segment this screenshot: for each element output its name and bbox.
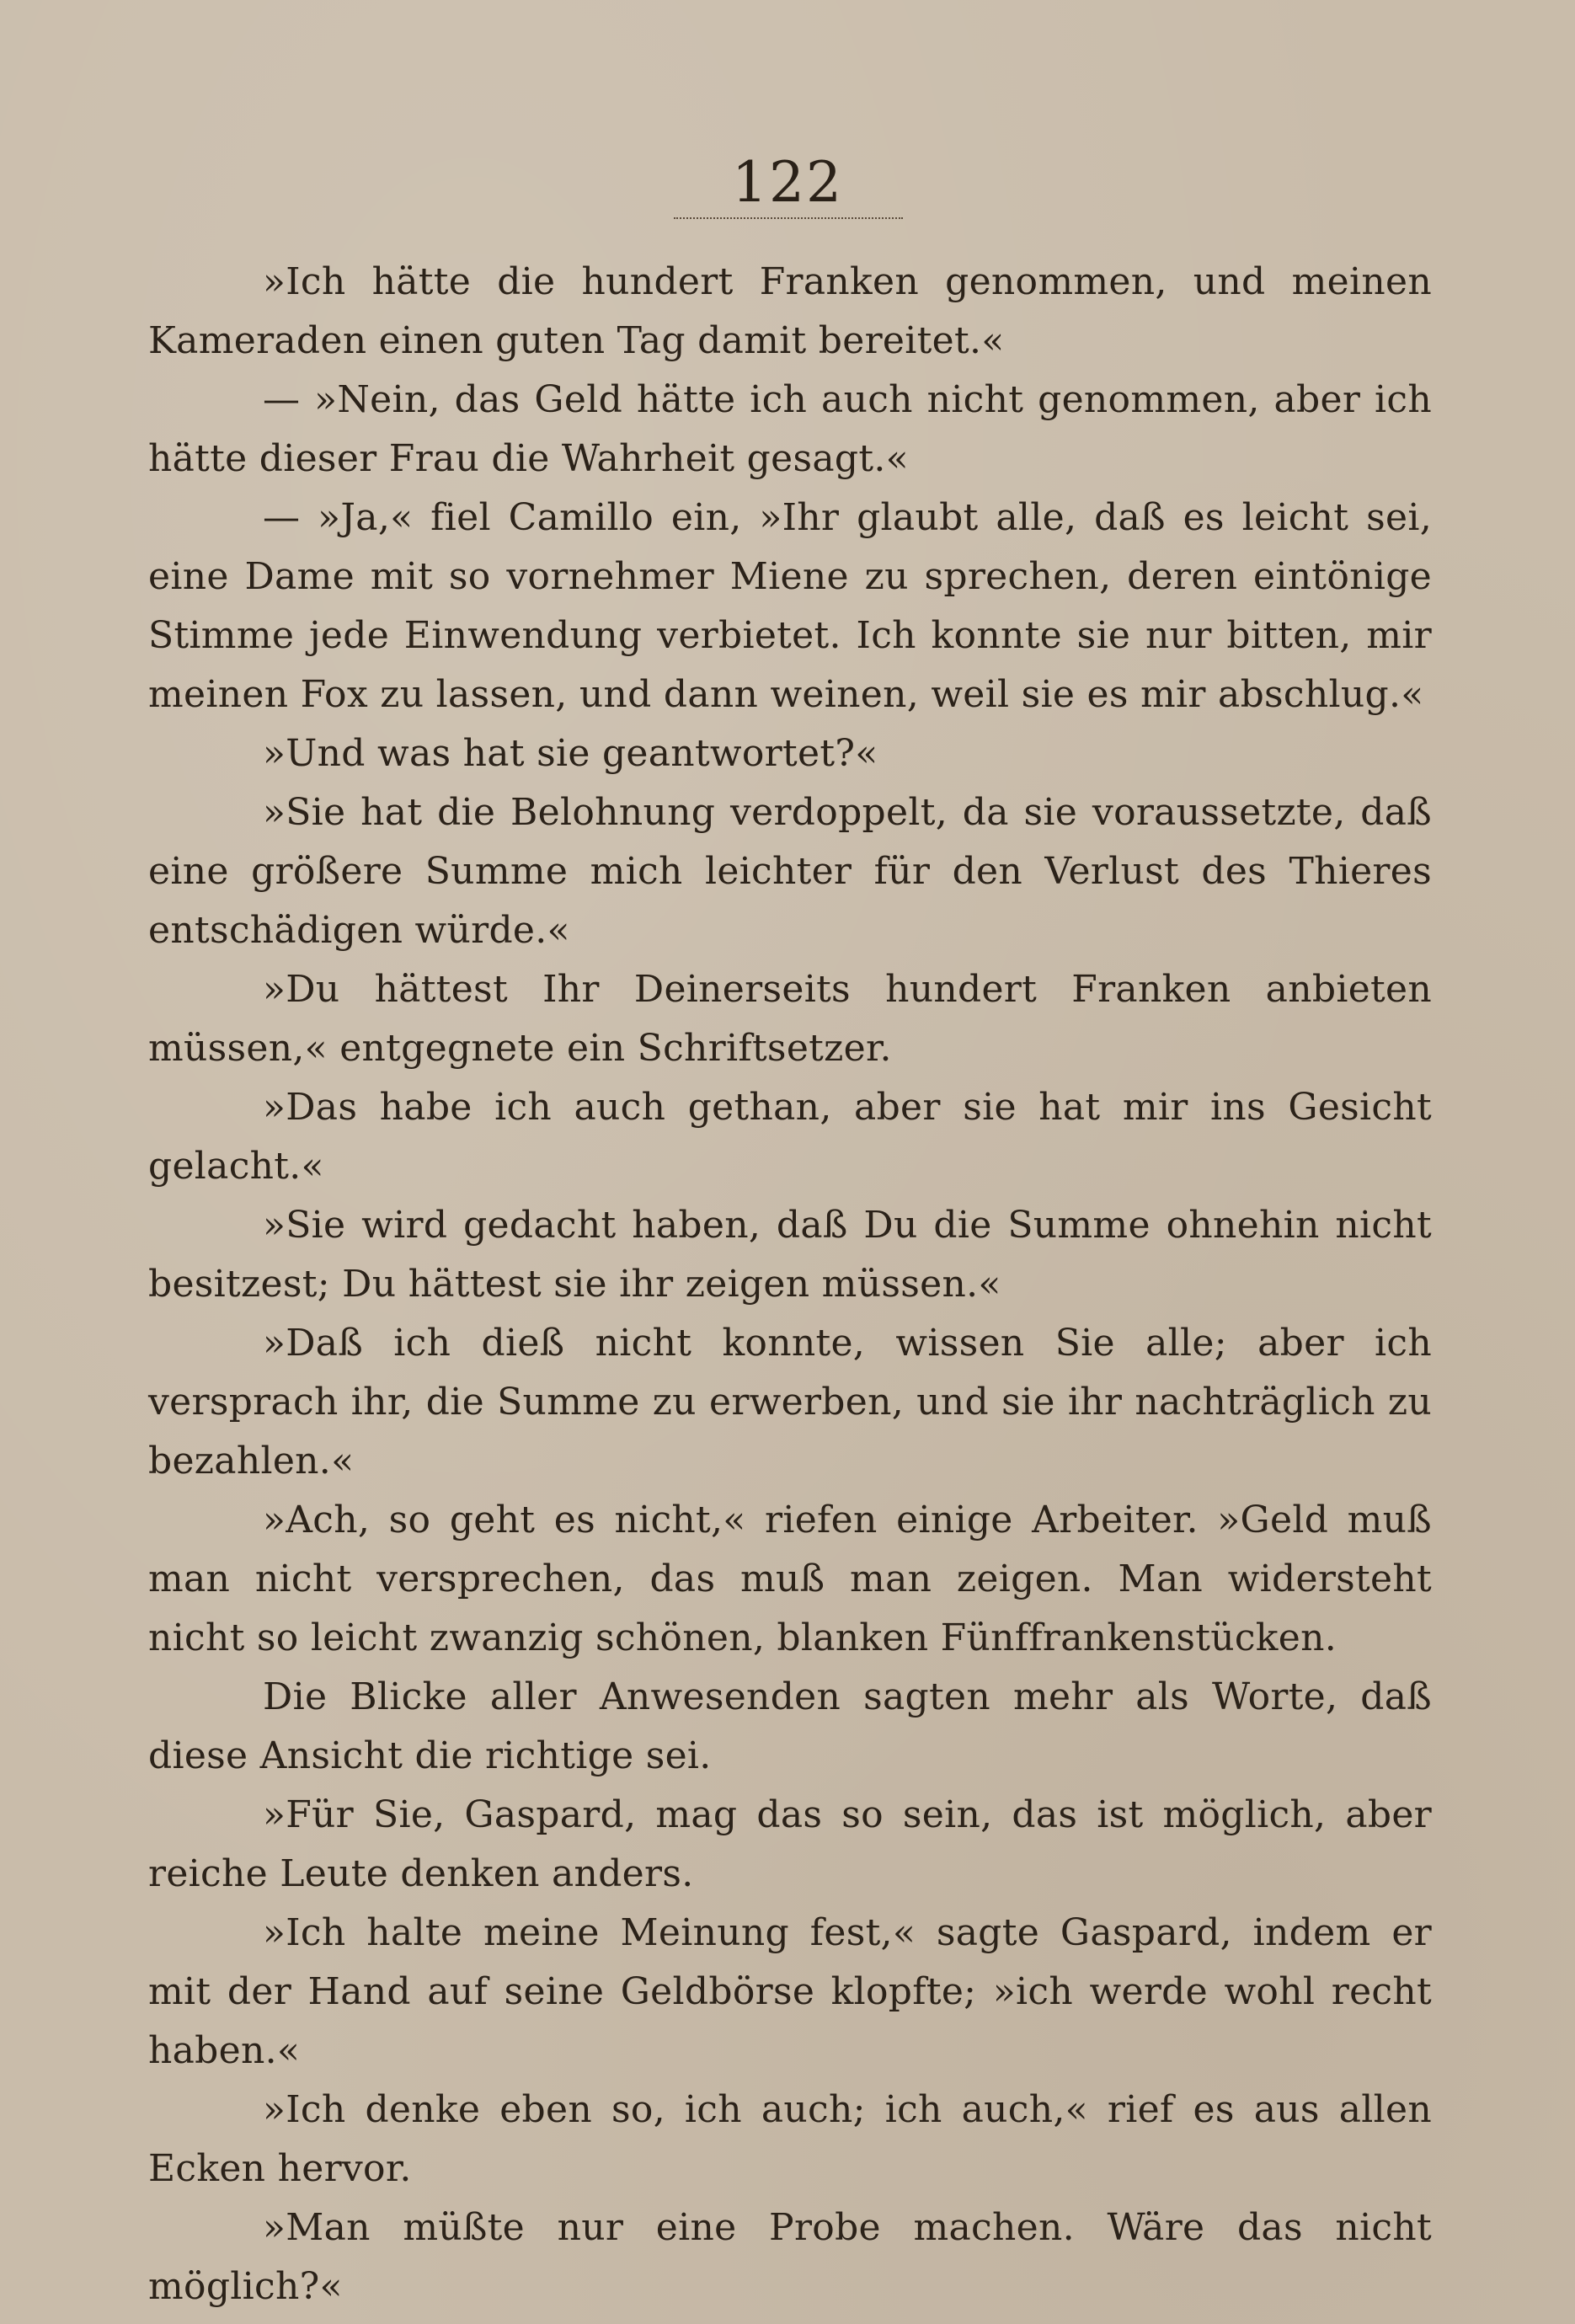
paragraph: »Für Sie, Gaspard, mag das so sein, das ist möglich, aber reiche Leute denken anders.: [148, 1793, 1432, 1895]
paragraph: — »Ja,« fiel Camillo ein, »Ihr glaubt alle, daß es leicht sei, eine Dame mit so vornehmer Miene zu sprechen, deren eintönige Stimme jede Einwendung verbietet. Ich konnte sie nur bitten, mir meinen Fox zu lassen, und dann weinen, weil sie es mir abschlug.«: [148, 496, 1432, 716]
paragraph: »Daß ich dieß nicht konnte, wissen Sie alle; aber ich versprach ihr, die Summe zu erwerben, und sie ihr nachträglich zu bezahlen.«: [148, 1322, 1432, 1483]
body-text: [148, 253, 1432, 2316]
paragraph: »Man müßte nur eine Probe machen. Wäre das nicht möglich?«: [148, 2206, 1432, 2308]
paragraph: »Ich halte meine Meinung fest,« sagte Gaspard, indem er mit der Hand auf seine Geldbörse klopfte; »ich werde wohl recht haben.«: [148, 1911, 1432, 2072]
paragraph: »Und was hat sie geantwortet?«: [263, 732, 878, 775]
paragraph: »Ich hätte die hundert Franken genommen, und meinen Kameraden einen guten Tag damit bereitet.«: [148, 260, 1432, 362]
paragraph: »Ich denke eben so, ich auch; ich auch,« rief es aus allen Ecken hervor.: [148, 2088, 1432, 2190]
paragraph: »Das habe ich auch gethan, aber sie hat mir ins Gesicht gelacht.«: [148, 1086, 1432, 1188]
paragraph: »Sie hat die Belohnung verdoppelt, da sie voraussetzte, daß eine größere Summe mich leichter für den Verlust des Thieres entschädigen würde.«: [148, 791, 1432, 952]
paragraph: »Du hättest Ihr Deinerseits hundert Franken anbieten müssen,« entgegnete ein Schriftsetzer.: [148, 968, 1432, 1070]
page-number: 122: [732, 150, 843, 215]
paragraph: Die Blicke aller Anwesenden sagten mehr als Worte, daß diese Ansicht die richtige sei.: [148, 1675, 1432, 1777]
paragraph: — »Nein, das Geld hätte ich auch nicht genommen, aber ich hätte dieser Frau die Wahrheit gesagt.«: [148, 378, 1432, 480]
page-number-rule: [674, 217, 903, 219]
paragraph: »Sie wird gedacht haben, daß Du die Summe ohnehin nicht besitzest; Du hättest sie ihr zeigen müssen.«: [148, 1204, 1432, 1306]
paragraph: »Ach, so geht es nicht,« riefen einige Arbeiter. »Geld muß man nicht versprechen, das muß man zeigen. Man widersteht nicht so leicht zwanzig schönen, blanken Fünffrankenstücken.: [148, 1499, 1432, 1659]
